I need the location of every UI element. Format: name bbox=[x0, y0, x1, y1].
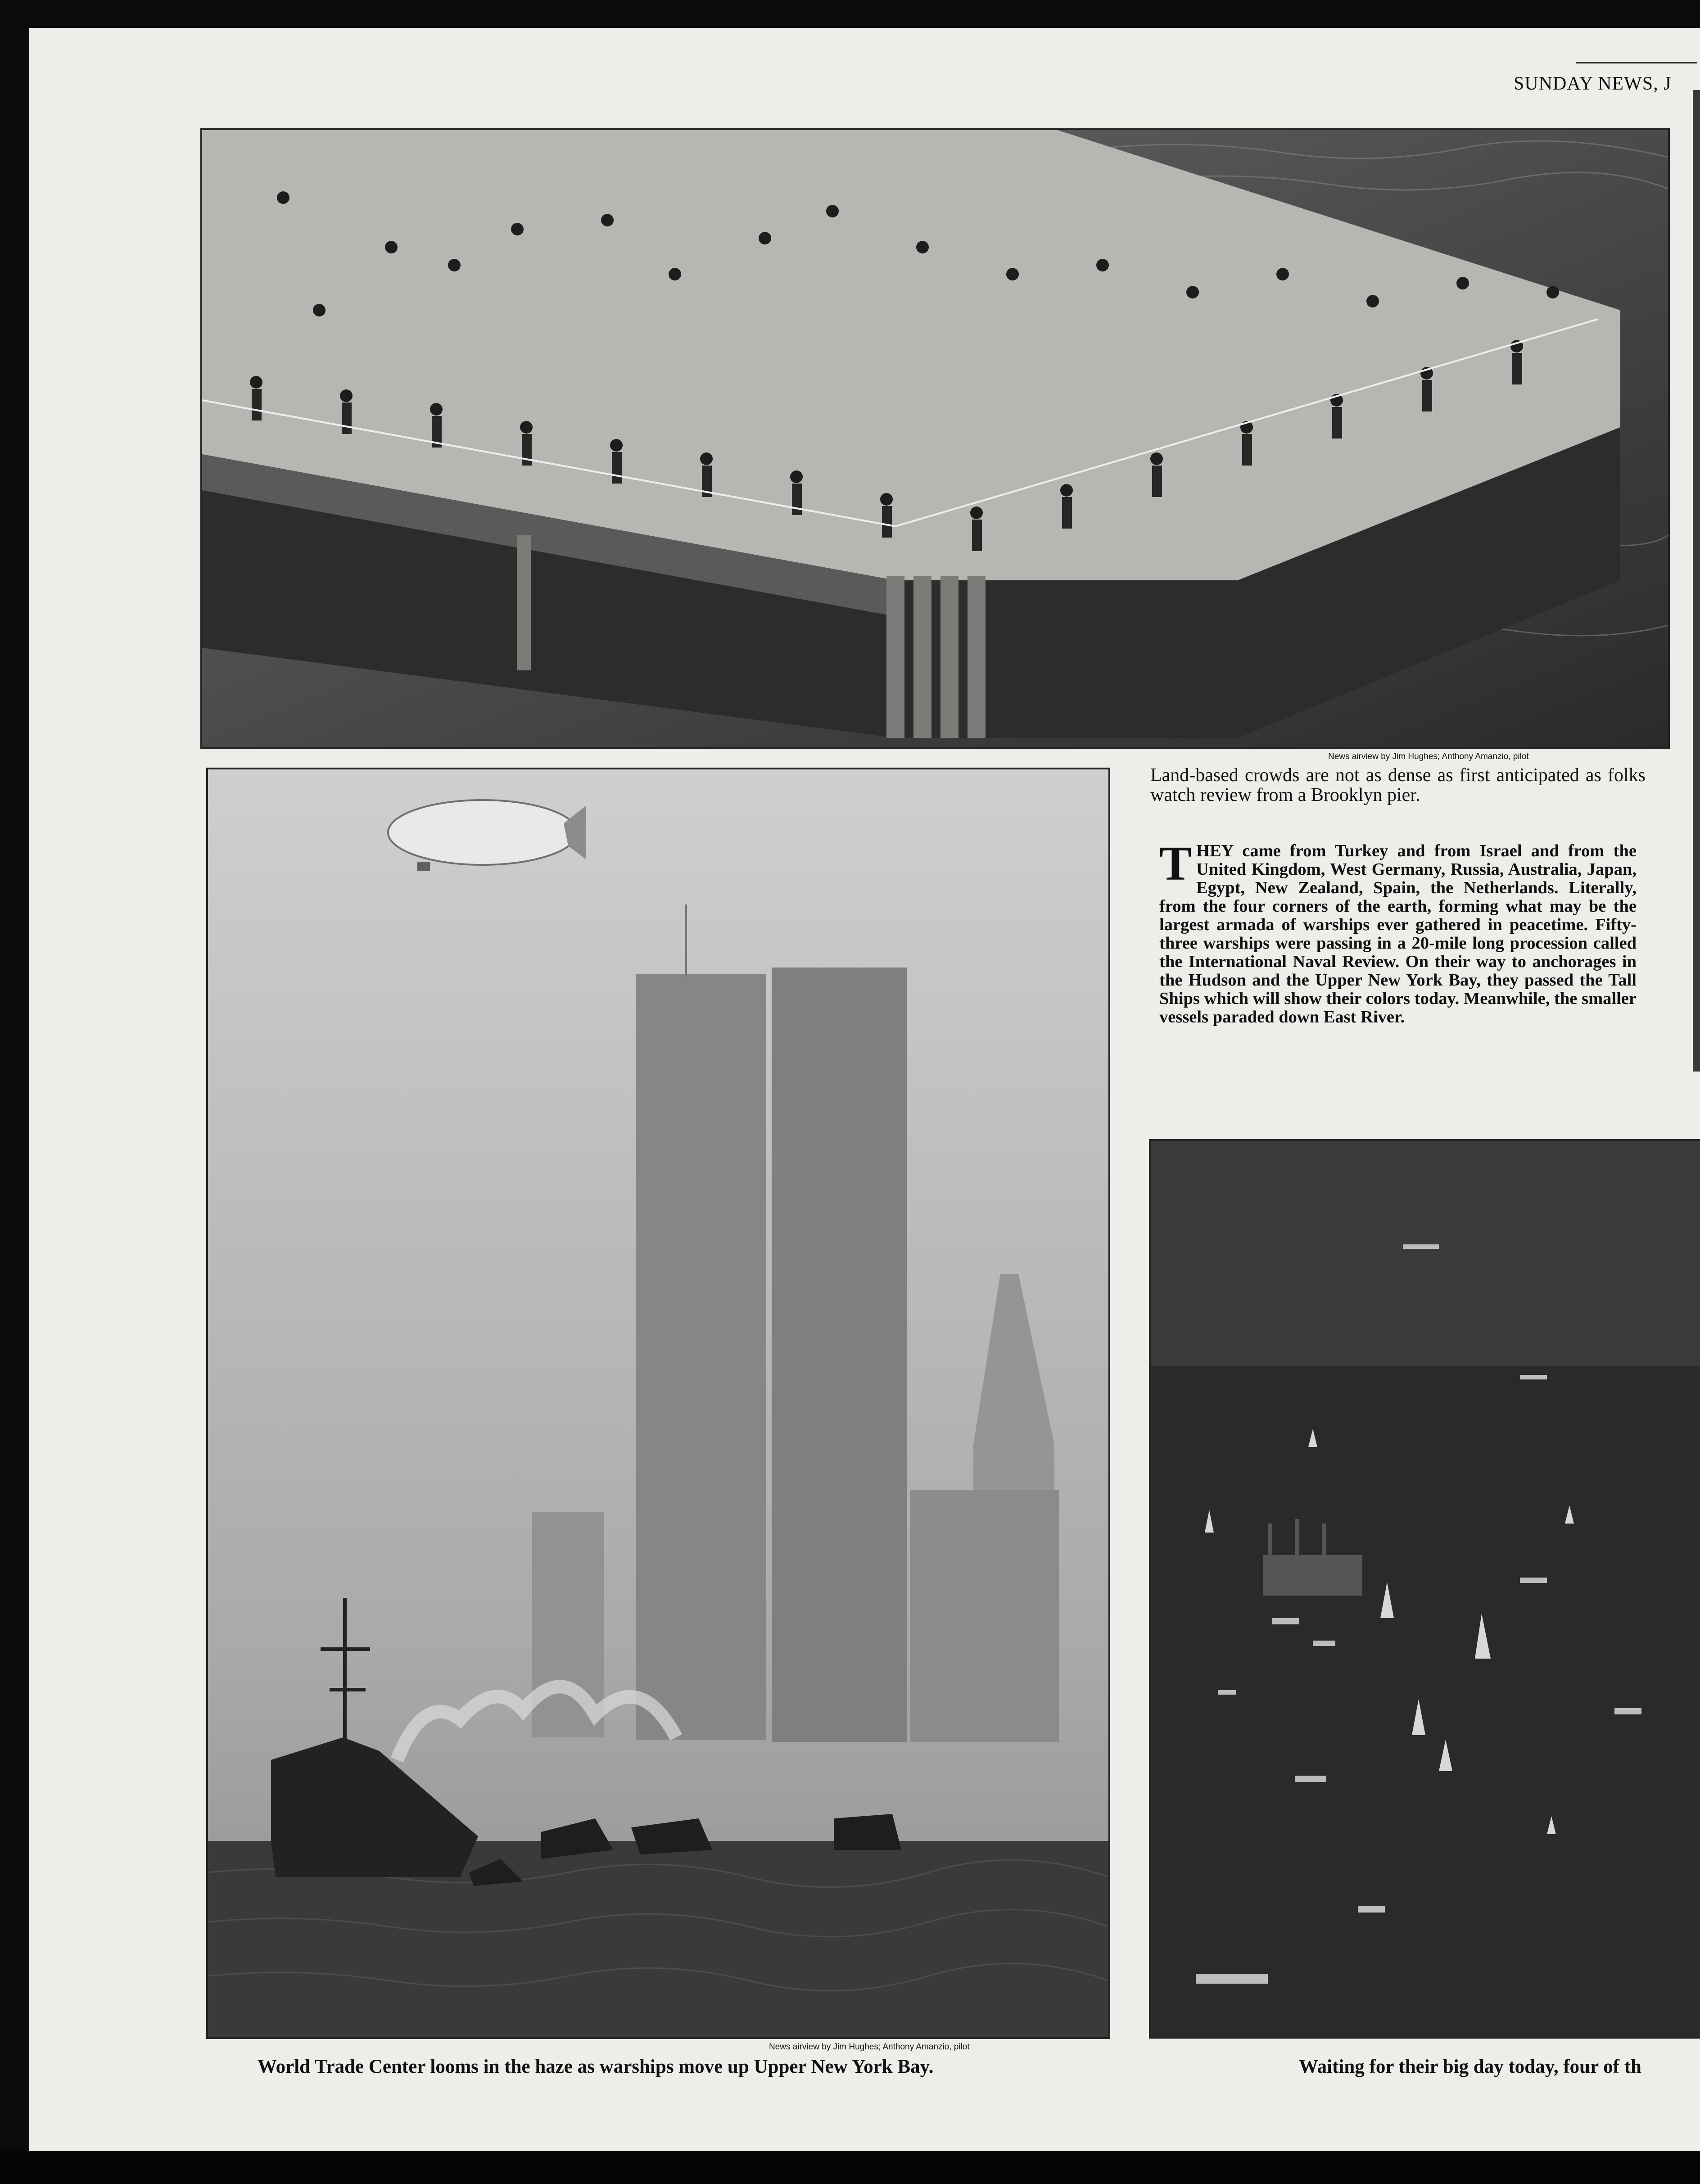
left-photo-credit: News airview by Jim Hughes; Anthony Amanzio, pilot bbox=[769, 2042, 970, 2052]
pier-crowd-photo bbox=[200, 128, 1670, 749]
story-body: HEY came from Turkey and from Israel and from the United Kingdom, West Germany, Russia, Australia, Japan, Egypt, New Zealand, Spain, the Netherlands. Literally, from the four corners of the earth, forming what may be the largest armada of warships ever gathered in peacetime. Fifty-three warships were passing in a 20-mile long procession called the International Naval Review. On their way to anchorages in the Hudson and the Upper New York Bay, they passed the Tall Ships which will show their colors today. Meanwhile, the smaller vessels paraded down East River. bbox=[1159, 841, 1637, 1026]
top-photo-caption: Land-based crowds are not as dense as first anticipated as folks watch review from a Brooklyn pier. bbox=[1150, 765, 1646, 805]
story-dropcap: T bbox=[1159, 837, 1192, 891]
top-photo-credit: News airview by Jim Hughes; Anthony Amanzio, pilot bbox=[1328, 752, 1529, 761]
bottom-shadow bbox=[0, 2151, 1700, 2184]
wtc-warships-photo bbox=[206, 768, 1110, 2039]
running-head: SUNDAY NEWS, J bbox=[1514, 73, 1672, 94]
harbor-boats-photo bbox=[1149, 1139, 1700, 2039]
left-photo-caption: World Trade Center looms in the haze as warships move up Upper New York Bay. bbox=[258, 2056, 934, 2077]
adjacent-page-edge bbox=[1693, 90, 1700, 1072]
header-rule bbox=[1576, 62, 1697, 63]
right-photo-caption: Waiting for their big day today, four of th bbox=[1299, 2056, 1641, 2077]
story-text bbox=[1159, 837, 1637, 1026]
